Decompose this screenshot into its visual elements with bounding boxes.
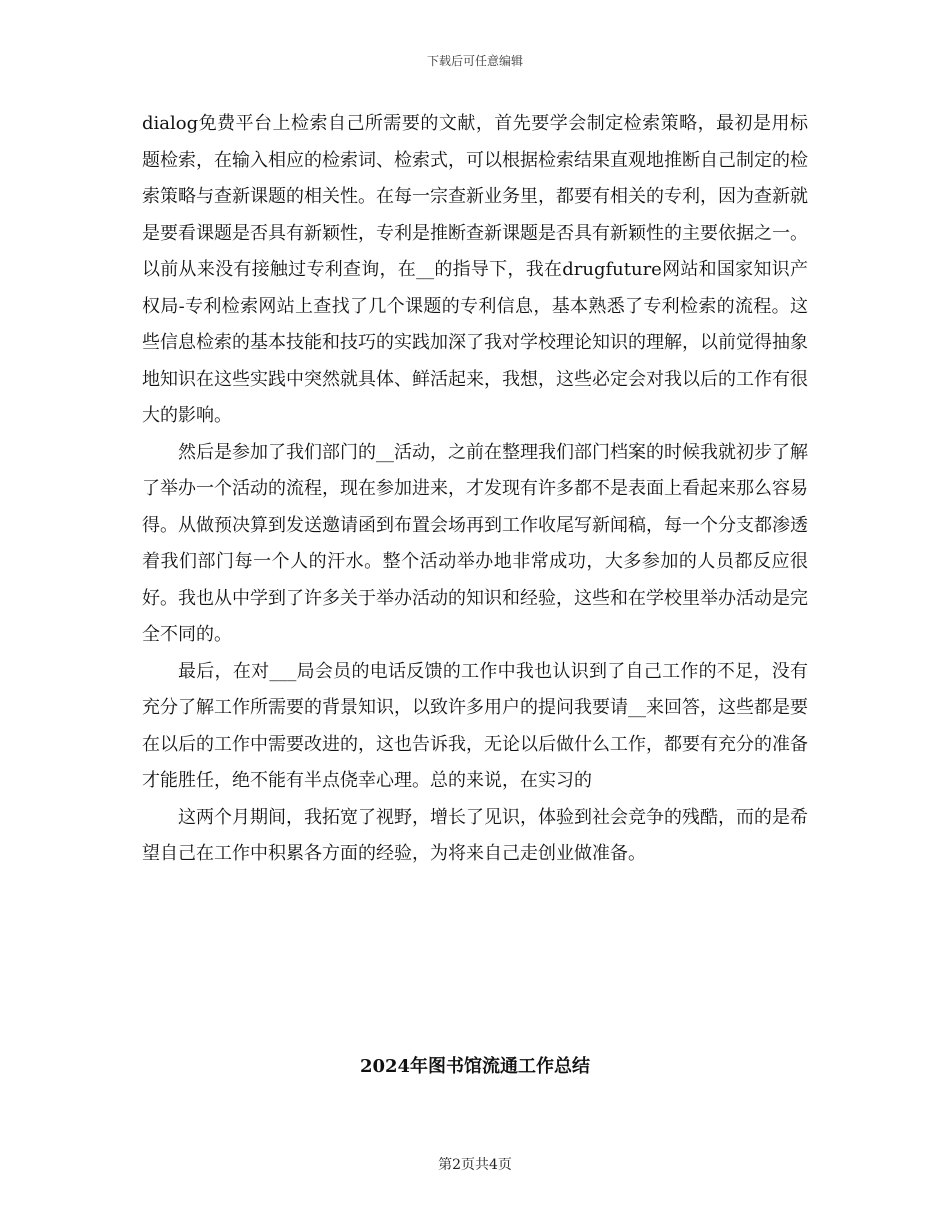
section-title: 2024年图书馆流通工作总结	[359, 1056, 591, 1077]
document-body	[142, 106, 808, 873]
paragraph-feedback: 最后，在对___局会员的电话反馈的工作中我也认识到了自己工作的不足，没有充分了解工作所需要的背景知识，以致许多用户的提问我要请__来回答，这些都是要在以后的工作中需要改进的，这也告诉我，无论以后做什么工作，都要有充分的准备才能胜任，绝不能有半点侥幸心理。总的来说，在实习的	[142, 660, 808, 791]
paragraph-retrieval: dialog免费平台上检索自己所需要的文献，首先要学会制定检索策略，最初是用标题检索，在输入相应的检索词、检索式，可以根据检索结果直观地推断自己制定的检索策略与查新课题的相关性。在每一宗查新业务里，都要有相关的专利，因为查新就是要看课题是否具有新颖性，专利是推断查新课题是否具有新颖性的主要依据之一。以前从来没有接触过专利查询，在__的指导下，我在drugfuture网站和国家知识产权局-专利检索网站上查找了几个课题的专利信息，基本熟悉了专利检索的流程。这些信息检索的基本技能和技巧的实践加深了我对学校理论知识的理解，以前觉得抽象地知识在这些实践中突然就具体、鲜活起来，我想，这些必定会对我以后的工作有很大的影响。	[142, 113, 809, 426]
paragraph-summary: 这两个月期间，我拓宽了视野，增长了见识，体验到社会竞争的残酷，而的是希望自己在工作中积累各方面的经验，为将来自己走创业做准备。	[142, 806, 808, 864]
paragraph-activity: 然后是参加了我们部门的__活动，之前在整理我们部门档案的时候我就初步了解了举办一个活动的流程，现在参加进来，才发现有许多都不是表面上看起来那么容易得。从做预决算到发送邀请函到布置会场再到工作收尾写新闻稿，每一个分支都渗透着我们部门每一个人的汗水。整个活动举办地非常成功，大多参加的人员都反应很好。我也从中学到了许多关于举办活动的知识和经验，这些和在学校里举办活动是完全不同的。	[142, 441, 808, 645]
page-number: 第2页共4页	[438, 1157, 512, 1173]
page-header-note: 下载后可任意编辑	[426, 54, 523, 68]
